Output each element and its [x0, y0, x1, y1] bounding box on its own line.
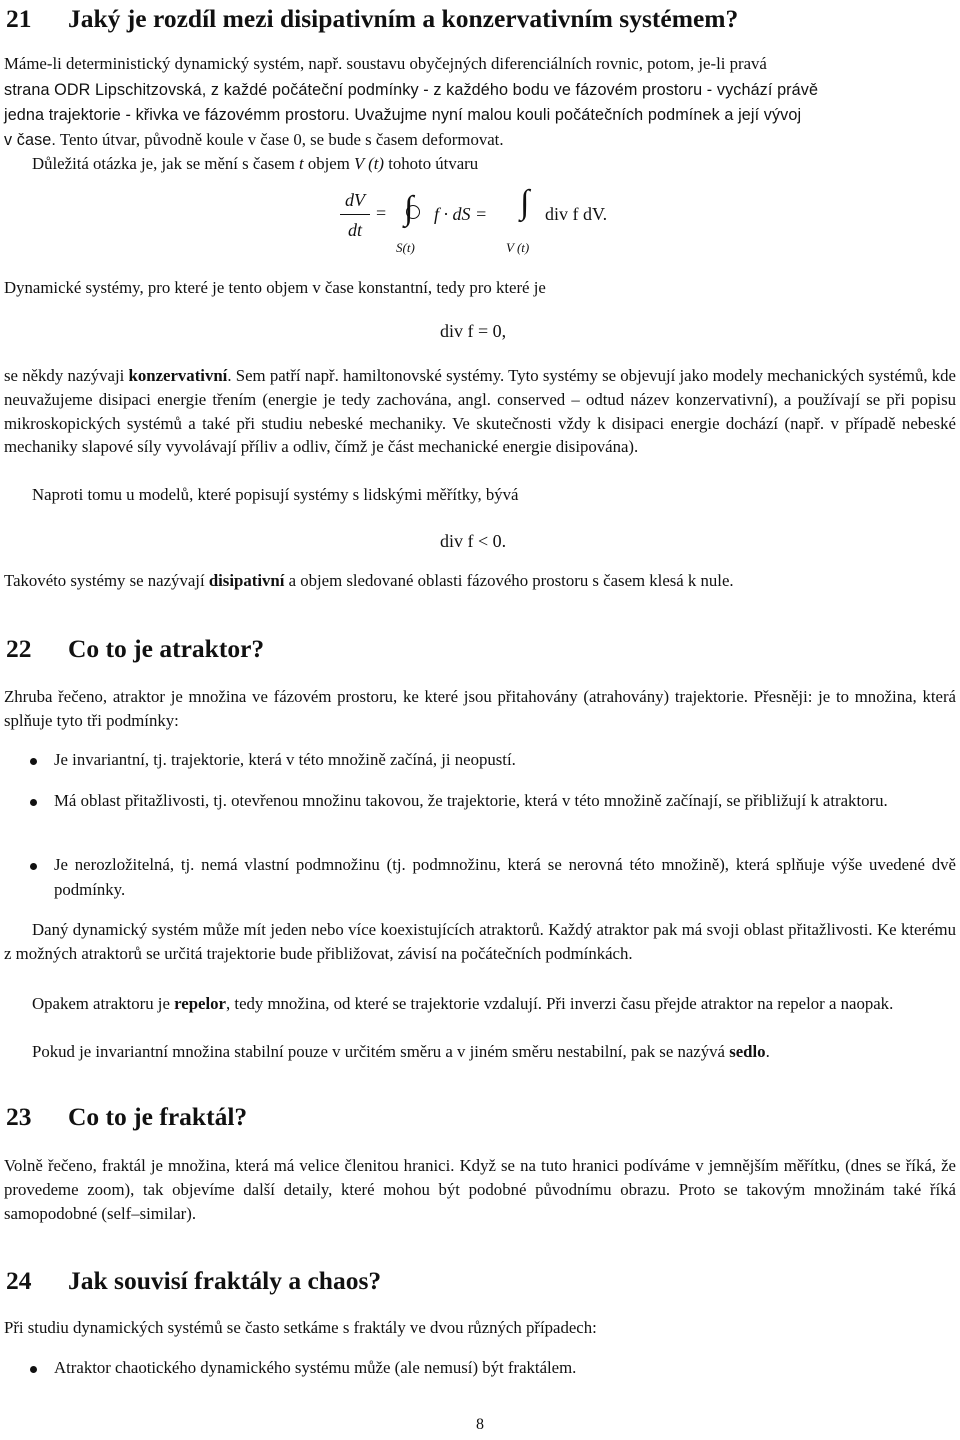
term-disipativni: disipativní	[208, 571, 285, 590]
section-24-heading	[6, 1268, 381, 1294]
bullet-icon	[30, 799, 37, 806]
term-konzervativni: konzervativní	[128, 366, 228, 385]
equation-divergence-negative: div f < 0.	[440, 531, 507, 551]
list-item: Je nerozložitelná, tj. nemá vlastní podmnožinu (tj. podmnožinu, která se nerovná této množině), která splňuje výše uvedené dvě podmínky.	[30, 853, 956, 903]
paragraph-line: jedna trajektorie - křivka ve fázovémm prostoru. Uvažujme nyní malou kouli počátečních podmínek a její vývoj	[4, 106, 802, 124]
bullet-icon	[30, 863, 37, 870]
paragraph-line: v čase. Tento útvar, původně koule v čase 0, se bude s časem deformovat.	[4, 130, 504, 149]
bullet-icon	[30, 1366, 37, 1373]
integral-sign: ∫	[520, 184, 530, 221]
list-item: Má oblast přitažlivosti, tj. otevřenou množinu takovou, že trajektorie, která v této množině začínají, se přibližují k atraktoru.	[30, 789, 956, 839]
section-22-heading	[6, 636, 264, 662]
bullet-icon	[30, 758, 37, 765]
list-item: Je invariantní, tj. trajektorie, která v této množině začíná, ji neopustí.	[30, 748, 956, 774]
contour-integral-sign: ∫	[404, 190, 414, 227]
eq-limit-volume: V (t)	[506, 240, 530, 255]
section-number: 24	[6, 1266, 32, 1295]
paragraph-line: Máme-li deterministický dynamický systém, např. soustavu obyčejných diferenciálních rovnic, potom, je-li pravá	[4, 54, 767, 73]
section-title: Jaký je rozdíl mezi disipativním a konzervativním systémem?	[68, 4, 739, 33]
paragraph-fractal: Volně řečeno, fraktál je množina, která má velice členitou hranici. Když se na tuto hranici podíváme v jemnějším měřítku, (dnes se říká, že provedeme zoom), tak objevíme další detaily, které mohou být podobné původnímu obrazu. Proto se takovým množinám také říká samopodobné (self–similar).	[4, 1156, 956, 1223]
contour-ring	[406, 205, 420, 219]
section-23-heading	[6, 1104, 247, 1130]
page-number: 8	[476, 1416, 484, 1433]
section-21-heading	[6, 6, 738, 32]
paragraph-attractor-intro: Zhruba řečeno, atraktor je množina ve fázovém prostoru, ke které jsou přitahovány (atrahovány) trajektorie. Přesněji: je to množina, která splňuje tyto tři podmínky:	[4, 687, 956, 730]
paragraph-line: strana ODR Lipschitzovská, z každé počáteční podmínky - z každého bodu ve fázovém prostoru - vychází právě	[4, 81, 819, 99]
section-number: 21	[6, 4, 32, 33]
list-item: Atraktor chaotického dynamického systému může (ale nemusí) být fraktálem.	[30, 1356, 956, 1382]
eq-integrand-1: f · dS =	[434, 204, 488, 224]
section-title: Co to je atraktor?	[68, 634, 265, 663]
eq-numerator: dV	[345, 190, 365, 210]
section-number: 23	[6, 1102, 32, 1131]
equation-divergence-zero: div f = 0,	[440, 321, 507, 341]
term-repelor: repelor	[174, 994, 227, 1013]
paragraph-conservative: se někdy nazývaji konzervativní. Sem patří např. hamiltonovské systémy. Tyto systémy se objevují jako modely mechanických systémů, kde neuvažujeme disipaci energie třením (energie je tedy zachována, angl. conserved – odtud název konzervativní), a používají se při popisu mikroskopických systémů a také při studiu nebeské mechaniky. Ve skutečnosti vždy k disipaci energie dochází (např. v případě nebeské mechaniky slapové síly vyvolávají příliv a odliv, čímž je část mechanické energie disipována).	[4, 366, 956, 457]
paragraph-line: Naproti tomu u modelů, které popisují systémy s lidskými měřítky, bývá	[32, 485, 519, 504]
section-number: 22	[6, 634, 32, 663]
paragraph-repelor: Opakem atraktoru je repelor, tedy množina, od které se trajektorie vzdalují. Při inverzi času přejde atraktor na repelor a naopak.	[32, 994, 894, 1013]
paragraph-coexisting-attractors: Daný dynamický systém může mít jeden nebo více koexistujících atraktorů. Každý atraktor pak má svoji oblast přitažlivosti. Ke kterému z možných atraktorů se určitá trajektorie bude přibližovat, závisí na počátečních podmínkách.	[4, 920, 956, 963]
section-title: Co to je fraktál?	[68, 1102, 248, 1131]
eq-integrand-2: div f dV.	[545, 204, 608, 224]
paragraph-line: Takovéto systémy se nazývají disipativní a objem sledované oblasti fázového prostoru s časem klesá k nule.	[4, 571, 734, 590]
paragraph-saddle: Pokud je invariantní množina stabilní pouze v určitém směru a v jiném směru nestabilní, pak se nazývá sedlo.	[32, 1042, 770, 1061]
eq-limit-surface: S(t)	[396, 240, 415, 255]
question-line: Důležitá otázka je, jak se mění s časem t objem V (t) tohoto útvaru	[32, 154, 479, 173]
section-title: Jak souvisí fraktály a chaos?	[68, 1266, 382, 1295]
eq-equals: =	[376, 203, 387, 223]
term-sedlo: sedlo	[729, 1042, 766, 1061]
fraction-bar	[340, 214, 370, 215]
eq-denominator: dt	[347, 220, 362, 240]
paragraph-line: Při studiu dynamických systémů se často setkáme s fraktály ve dvou různých případech:	[4, 1318, 597, 1337]
paragraph-line: Dynamické systémy, pro které je tento objem v čase konstantní, tedy pro které je	[4, 278, 546, 297]
